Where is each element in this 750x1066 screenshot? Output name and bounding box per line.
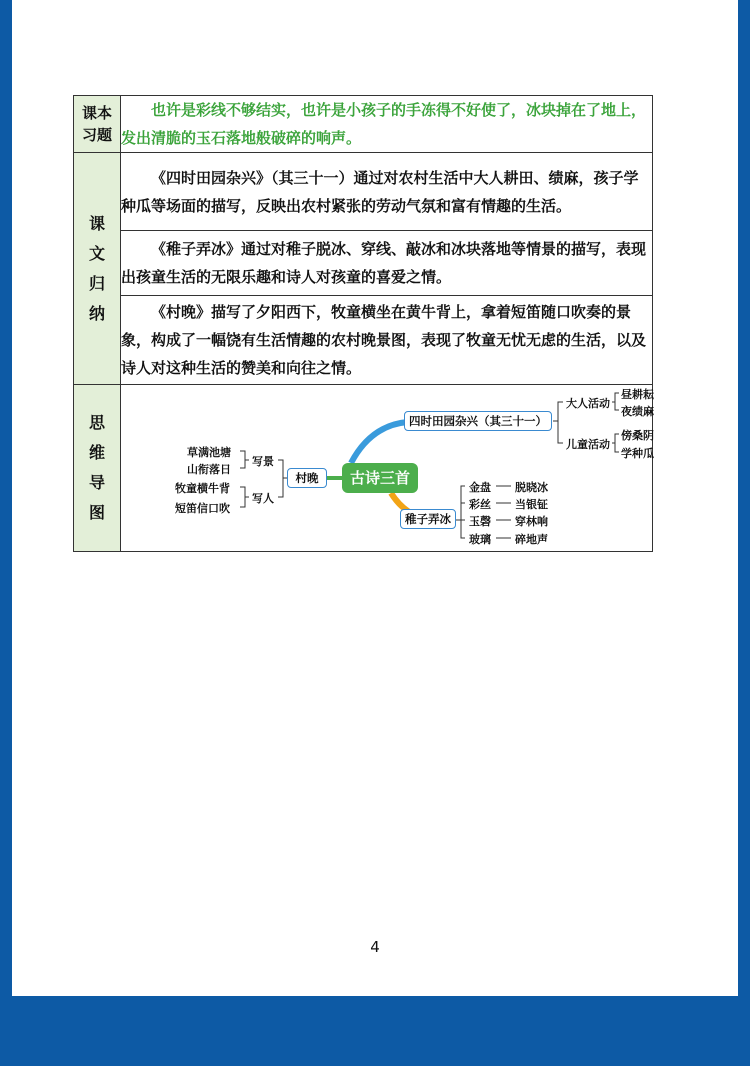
- summary-paragraph-3: 《村晚》描写了夕阳西下，牧童横坐在黄牛背上，拿着短笛随口吹奏的景象，构成了一幅饶有生活情趣的农村晚景图，表现了牧童无忧无虑的生活，以及诗人对这种生活的赞美和向往之情。: [121, 296, 653, 385]
- node-scene-a: 草满池塘: [187, 446, 231, 459]
- node-person: 写人: [252, 492, 274, 505]
- summary-row-3: [74, 296, 653, 385]
- exercise-label-line1: 课本: [81, 104, 112, 122]
- summary-paragraph-2: 《稚子弄冰》通过对稚子脱冰、穿线、敲冰和冰块落地等情景的描写，表现出孩童生活的无限乐趣和诗人对孩童的喜爱之情。: [121, 231, 653, 296]
- branch-poem1: [351, 422, 408, 463]
- node-child-a: 傍桑阴: [621, 429, 654, 442]
- node-scene-b: 山衔落日: [187, 463, 231, 476]
- summary-row-1: [74, 153, 653, 231]
- node-adults: 大人活动: [566, 397, 610, 410]
- mindmap-label-char: 图: [88, 503, 105, 522]
- node-p2-r2: 当银钲: [515, 498, 548, 511]
- summary-row-2: [74, 231, 653, 296]
- mindmap-center: 古诗三首: [342, 463, 418, 493]
- mindmap: [121, 385, 652, 551]
- exercise-text: 也许是彩线不够结实，也许是小孩子的手冻得不好使了，冰块掉在了地上，发出清脆的玉石落地般破碎的响声。: [121, 96, 653, 153]
- summary-paragraph-1: 《四时田园杂兴》（其三十一）通过对农村生活中大人耕田、绩麻，孩子学种瓜等场面的描写，反映出农村紧张的劳动气氛和富有情趣的生活。: [121, 153, 653, 231]
- node-person-a: 牧童横牛背: [175, 482, 230, 495]
- node-children: 儿童活动: [566, 438, 610, 451]
- mindmap-cell: [121, 385, 653, 552]
- node-poem2: 稚子弄冰: [400, 509, 456, 529]
- page-number: 4: [370, 938, 380, 956]
- summary-label-char: 归: [88, 273, 105, 293]
- summary-label: [74, 153, 121, 385]
- mindmap-label-char: 维: [88, 443, 105, 462]
- node-p2-l1: 金盘: [469, 481, 491, 494]
- node-person-b: 短笛信口吹: [175, 502, 230, 515]
- node-p2-r1: 脱晓冰: [515, 481, 548, 494]
- exercise-label: [74, 96, 121, 153]
- summary-label-char: 文: [88, 243, 105, 263]
- node-poem1: 四时田园杂兴（其三十一）: [404, 411, 552, 431]
- node-p2-l3: 玉磬: [469, 515, 491, 528]
- mindmap-label-char: 思: [88, 413, 105, 432]
- node-adult-b: 夜绩麻: [621, 405, 654, 418]
- exercise-label-line2: 习题: [81, 126, 112, 144]
- summary-label-char: 课: [88, 213, 105, 233]
- mindmap-row: [74, 385, 653, 552]
- study-table: [73, 95, 653, 552]
- mindmap-label-char: 导: [88, 473, 105, 492]
- node-child-b: 学种瓜: [621, 447, 654, 460]
- bottom-band: [0, 996, 750, 1066]
- node-p2-r3: 穿林响: [515, 515, 548, 528]
- exercise-row: [74, 96, 653, 153]
- node-p2-r4: 碎地声: [515, 533, 548, 546]
- mindmap-label: [74, 385, 121, 552]
- node-scene: 写景: [252, 455, 274, 468]
- node-adult-a: 昼耕耘: [621, 388, 654, 401]
- node-p2-l2: 彩丝: [469, 498, 491, 511]
- node-poem3: 村晚: [287, 468, 327, 488]
- summary-label-char: 纳: [88, 303, 105, 323]
- node-p2-l4: 玻璃: [469, 533, 491, 546]
